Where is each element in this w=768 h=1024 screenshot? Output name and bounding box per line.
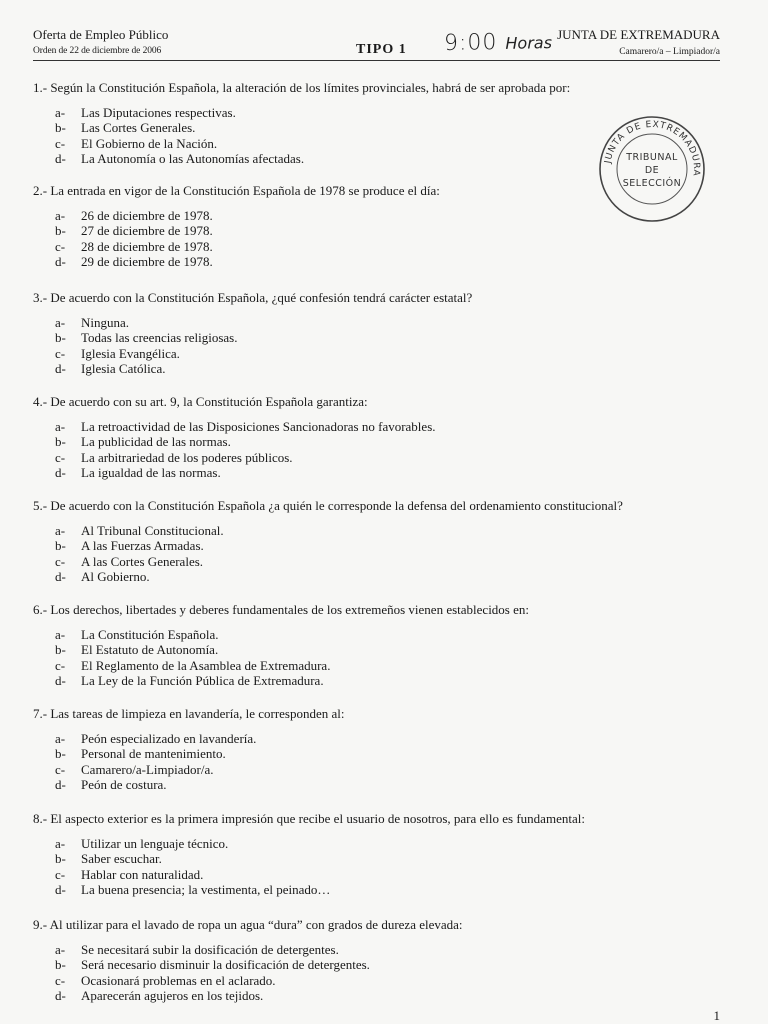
- answer-options: [33, 523, 723, 584]
- option-letter: d-: [55, 253, 66, 269]
- option-letter: c-: [55, 238, 66, 254]
- option-text: El Gobierno de la Nación.: [81, 135, 218, 151]
- answer-options: [33, 731, 723, 792]
- answer-option: [55, 762, 723, 777]
- answer-option: [55, 746, 723, 761]
- option-text: Al Gobierno.: [81, 568, 150, 584]
- question-text: 7.- Las tareas de limpieza en lavandería, le corresponden al:: [33, 706, 345, 721]
- option-text: Ninguna.: [81, 315, 130, 330]
- question-text: 4.- De acuerdo con su art. 9, la Constitución Española garantiza:: [33, 394, 368, 409]
- question-1: [33, 79, 723, 166]
- option-text: 26 de diciembre de 1978.: [81, 208, 213, 223]
- option-text: La arbitrariedad de los poderes públicos.: [81, 449, 293, 465]
- answer-option: [55, 673, 723, 688]
- question-text: 6.- Los derechos, libertades y deberes fundamentales de los extremeños vienen establecidos en:: [33, 602, 529, 617]
- answer-option: [55, 569, 723, 584]
- question-text: 1.- Según la Constitución Española, la alteración de los límites provinciales, habrá de ser aprobada por:: [33, 80, 571, 95]
- answer-options: [33, 942, 723, 1003]
- option-letter: d-: [55, 360, 66, 376]
- question-text: 3.- De acuerdo con la Constitución Española, ¿qué confesión tendrá carácter estatal?: [33, 290, 473, 305]
- answer-option: [55, 554, 723, 569]
- answer-option: [55, 151, 723, 166]
- question-5: [33, 497, 723, 584]
- option-letter: b-: [55, 642, 66, 658]
- option-text: Hablar con naturalidad.: [81, 866, 204, 882]
- answer-option: [55, 239, 723, 254]
- answer-option: [55, 851, 723, 866]
- option-text: Peón especializado en lavandería.: [81, 731, 257, 746]
- answer-options: [33, 208, 723, 269]
- option-text: El Estatuto de Autonomía.: [81, 642, 219, 658]
- option-letter: d-: [55, 881, 66, 897]
- option-letter: a-: [55, 419, 66, 434]
- option-letter: a-: [55, 208, 66, 223]
- option-text: A las Cortes Generales.: [81, 553, 204, 569]
- answer-option: [55, 942, 723, 957]
- stamp-line-tribunal: TRIBUNAL: [626, 152, 678, 163]
- option-text: Al Tribunal Constitucional.: [81, 523, 224, 538]
- answer-option: [55, 882, 723, 897]
- option-text: La buena presencia; la vestimenta, el peinado…: [81, 881, 331, 897]
- answer-option: [55, 988, 723, 1003]
- option-letter: d-: [55, 568, 66, 584]
- answer-option: [55, 642, 723, 657]
- question-text: 5.- De acuerdo con la Constitución Española ¿a quién le corresponde la defensa del ordenamiento constitucional?: [33, 498, 623, 513]
- option-text: Personal de mantenimiento.: [81, 746, 226, 762]
- answer-option: [55, 120, 723, 135]
- option-letter: d-: [55, 150, 66, 166]
- option-letter: a-: [55, 105, 66, 120]
- option-letter: a-: [55, 731, 66, 746]
- answer-option: [55, 465, 723, 480]
- option-text: 28 de diciembre de 1978.: [81, 238, 213, 254]
- answer-option: [55, 434, 723, 449]
- answer-option: [55, 627, 723, 642]
- option-text: Las Diputaciones respectivas.: [81, 105, 236, 120]
- option-letter: b-: [55, 957, 66, 973]
- option-letter: c-: [55, 449, 66, 465]
- option-text: 29 de diciembre de 1978.: [81, 253, 213, 269]
- option-letter: c-: [55, 345, 66, 361]
- answer-option: [55, 136, 723, 151]
- header-handwritten-time: [444, 29, 552, 56]
- question-text: 9.- Al utilizar para el lavado de ropa un agua “dura” con grados de dureza elevada:: [33, 917, 463, 932]
- stamp-line-seleccion: SELECCIÓN: [622, 178, 682, 189]
- option-text: La retroactividad de las Disposiciones Sancionadoras no favorables.: [81, 419, 436, 434]
- answer-option: [55, 254, 723, 269]
- option-letter: c-: [55, 135, 66, 151]
- option-letter: b-: [55, 434, 66, 450]
- option-letter: c-: [55, 657, 66, 673]
- option-text: La igualdad de las normas.: [81, 464, 221, 480]
- answer-option: [55, 731, 723, 746]
- question-4: [33, 393, 723, 480]
- option-text: Iglesia Católica.: [81, 360, 166, 376]
- option-letter: c-: [55, 761, 66, 777]
- option-letter: b-: [55, 330, 66, 346]
- option-letter: a-: [55, 627, 66, 642]
- question-6: [33, 601, 723, 688]
- answer-options: [33, 627, 723, 688]
- answer-option: [55, 361, 723, 376]
- answer-option: [55, 523, 723, 538]
- header-divider: [33, 60, 720, 61]
- stamp-ring-text: JUNTA DE EXTREMADURA: [603, 119, 702, 178]
- option-text: La Autonomía o las Autonomías afectadas.: [81, 150, 305, 166]
- answer-option: [55, 450, 723, 465]
- option-letter: b-: [55, 223, 66, 239]
- option-letter: c-: [55, 553, 66, 569]
- question-9: [33, 916, 723, 1003]
- answer-option: [55, 836, 723, 851]
- header-offer-title: Oferta de Empleo Público: [33, 27, 169, 42]
- handwritten-suffix: Horas: [505, 33, 553, 53]
- option-letter: b-: [55, 746, 66, 762]
- stamp-line-de: DE: [644, 165, 660, 176]
- option-letter: d-: [55, 987, 66, 1003]
- answer-option: [55, 419, 723, 434]
- option-letter: b-: [55, 538, 66, 554]
- question-2: [33, 182, 723, 269]
- option-text: 27 de diciembre de 1978.: [81, 223, 213, 239]
- page-number: 1: [713, 1008, 720, 1023]
- answer-option: [55, 315, 723, 330]
- option-text: Utilizar un lenguaje técnico.: [81, 836, 229, 851]
- option-text: La Constitución Española.: [81, 627, 219, 642]
- answer-options: [33, 105, 723, 166]
- header-exam-type: TIPO 1: [356, 42, 407, 57]
- option-letter: d-: [55, 464, 66, 480]
- option-text: Iglesia Evangélica.: [81, 345, 180, 361]
- option-text: Ocasionará problemas en el aclarado.: [81, 972, 276, 988]
- answer-option: [55, 346, 723, 361]
- answer-option: [55, 777, 723, 792]
- option-letter: b-: [55, 851, 66, 867]
- header-order-date: Orden de 22 de diciembre de 2006: [33, 46, 162, 56]
- option-letter: b-: [55, 120, 66, 136]
- answer-option: [55, 330, 723, 345]
- header-position: Camarero/a – Limpiador/a: [619, 47, 720, 57]
- option-text: A las Fuerzas Armadas.: [81, 538, 204, 554]
- option-text: Camarero/a-Limpiador/a.: [81, 761, 214, 777]
- option-text: Será necesario disminuir la dosificación de detergentes.: [81, 957, 370, 973]
- option-text: El Reglamento de la Asamblea de Extremadura.: [81, 657, 331, 673]
- option-text: La publicidad de las normas.: [81, 434, 231, 450]
- question-8: [33, 810, 723, 897]
- answer-option: [55, 208, 723, 223]
- question-text: 8.- El aspecto exterior es la primera impresión que recibe el usuario de nosotros, para ello es fundamental:: [33, 811, 585, 826]
- option-text: Todas las creencias religiosas.: [81, 330, 238, 346]
- answer-options: [33, 419, 723, 480]
- answer-option: [55, 957, 723, 972]
- option-letter: a-: [55, 836, 66, 851]
- answer-option: [55, 223, 723, 238]
- option-letter: c-: [55, 866, 66, 882]
- question-text: 2.- La entrada en vigor de la Constitución Española de 1978 se produce el día:: [33, 183, 440, 198]
- option-letter: a-: [55, 315, 66, 330]
- answer-option: [55, 658, 723, 673]
- option-text: Peón de costura.: [81, 776, 167, 792]
- option-letter: a-: [55, 523, 66, 538]
- option-letter: d-: [55, 672, 66, 688]
- option-letter: a-: [55, 942, 66, 957]
- answer-option: [55, 105, 723, 120]
- option-text: Saber escuchar.: [81, 851, 162, 867]
- handwritten-time: 9:00: [443, 30, 498, 56]
- question-7: [33, 705, 723, 792]
- answer-option: [55, 973, 723, 988]
- option-text: Las Cortes Generales.: [81, 120, 196, 136]
- header-institution: JUNTA DE EXTREMADURA: [557, 27, 720, 42]
- question-3: [33, 289, 723, 376]
- answer-option: [55, 538, 723, 553]
- option-text: Aparecerán agujeros en los tejidos.: [81, 987, 264, 1003]
- option-text: Se necesitará subir la dosificación de detergentes.: [81, 942, 339, 957]
- answer-option: [55, 867, 723, 882]
- answer-options: [33, 315, 723, 376]
- option-letter: d-: [55, 776, 66, 792]
- option-letter: c-: [55, 972, 66, 988]
- answer-options: [33, 836, 723, 897]
- option-text: La Ley de la Función Pública de Extremadura.: [81, 672, 324, 688]
